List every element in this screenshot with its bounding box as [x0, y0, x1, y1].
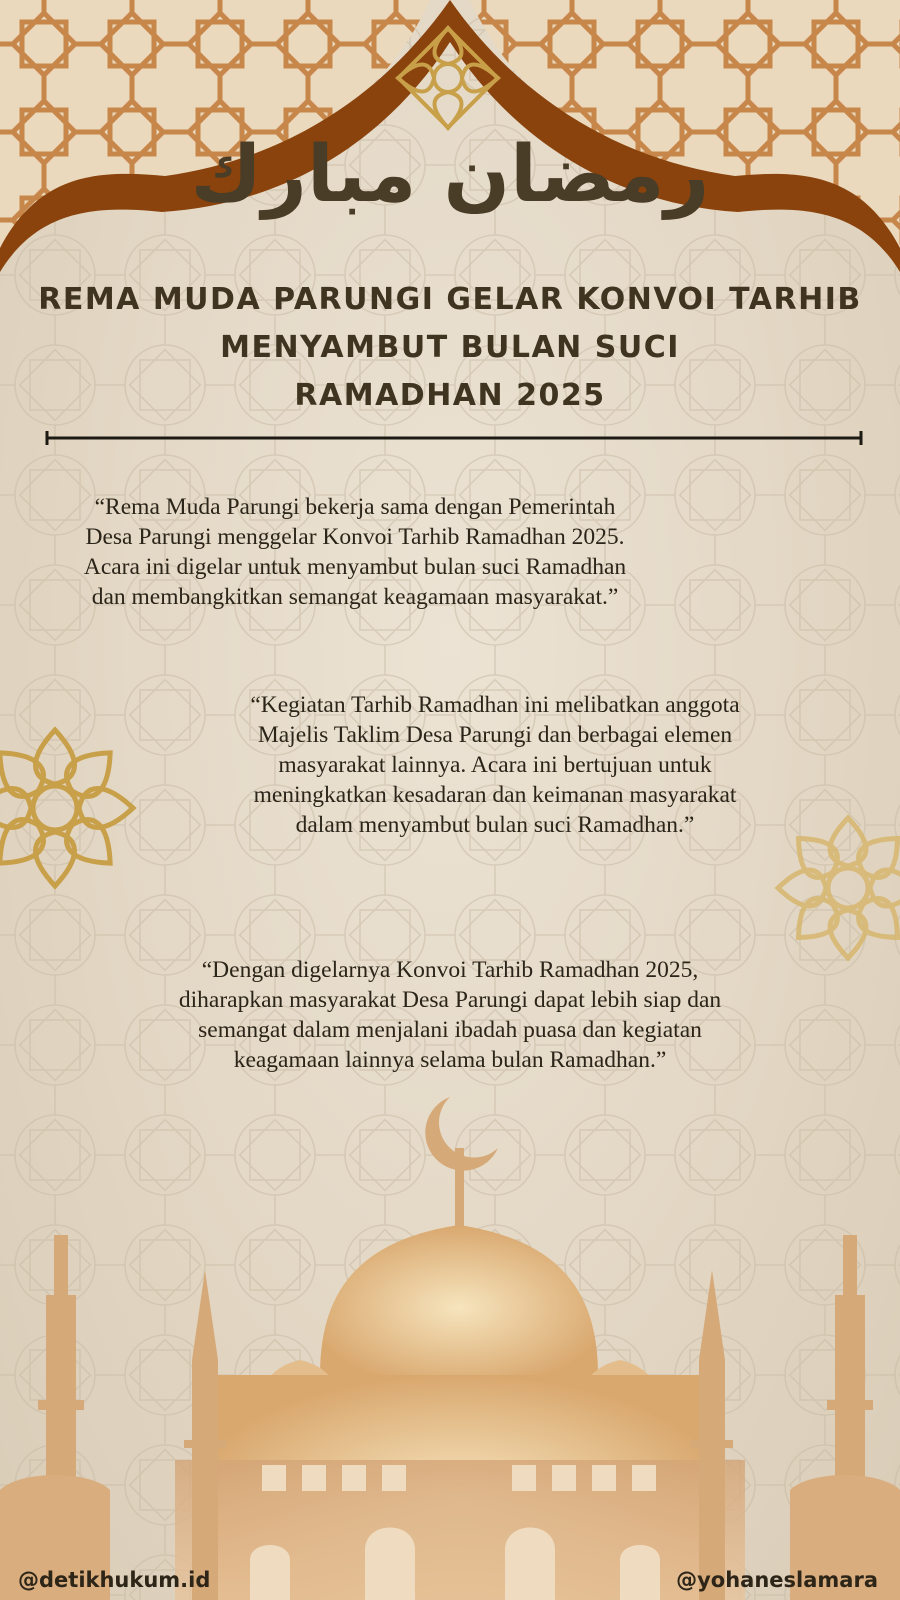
right-handle: @yohaneslamara: [676, 1568, 878, 1592]
paragraph-1-line: dan membangkitkan semangat keagamaan masyarakat.”: [91, 584, 619, 610]
paragraph-2-line: “Kegiatan Tarhib Ramadhan ini melibatkan anggota: [250, 692, 740, 718]
headline-line-3: RAMADHAN 2025: [294, 378, 606, 413]
paragraph-3-line: “Dengan digelarnya Konvoi Tarhib Ramadhan 2025,: [201, 957, 699, 983]
left-crescent-icon: [44, 1187, 82, 1235]
paragraph-2-line: Majelis Taklim Desa Parungi dan berbagai elemen: [257, 722, 733, 748]
paragraph-2-line: dalam menyambut bulan suci Ramadhan.”: [295, 812, 695, 838]
headline-line-1: REMA MUDA PARUNGI GELAR KONVOI TARHIB: [38, 282, 862, 317]
ramadan-mubarak-calligraphy: رمضان مبارك: [190, 130, 710, 220]
paragraph-1-line: Desa Parungi menggelar Konvoi Tarhib Ramadhan 2025.: [85, 524, 625, 550]
paragraph-3-line: keagamaan lainnya selama bulan Ramadhan.”: [233, 1047, 667, 1073]
paragraph-3-line: semangat dalam menjalani ibadah puasa dan kegiatan: [198, 1017, 702, 1043]
headline-line-2: MENYAMBUT BULAN SUCI: [220, 330, 680, 365]
paragraph-1-line: Acara ini digelar untuk menyambut bulan suci Ramadhan: [83, 554, 627, 580]
paragraph-3-line: diharapkan masyarakat Desa Parungi dapat lebih siap dan: [178, 987, 722, 1013]
paragraph-1-line: “Rema Muda Parungi bekerja sama dengan Pemerintah: [94, 494, 616, 520]
paragraph-2-line: meningkatkan kesadaran dan keimanan masyarakat: [253, 782, 737, 808]
right-crescent-icon: [834, 1187, 871, 1235]
left-handle: @detikhukum.id: [18, 1568, 211, 1592]
main-dome: [320, 1225, 598, 1375]
paragraph-2-line: masyarakat lainnya. Acara ini bertujuan untuk: [278, 752, 712, 778]
